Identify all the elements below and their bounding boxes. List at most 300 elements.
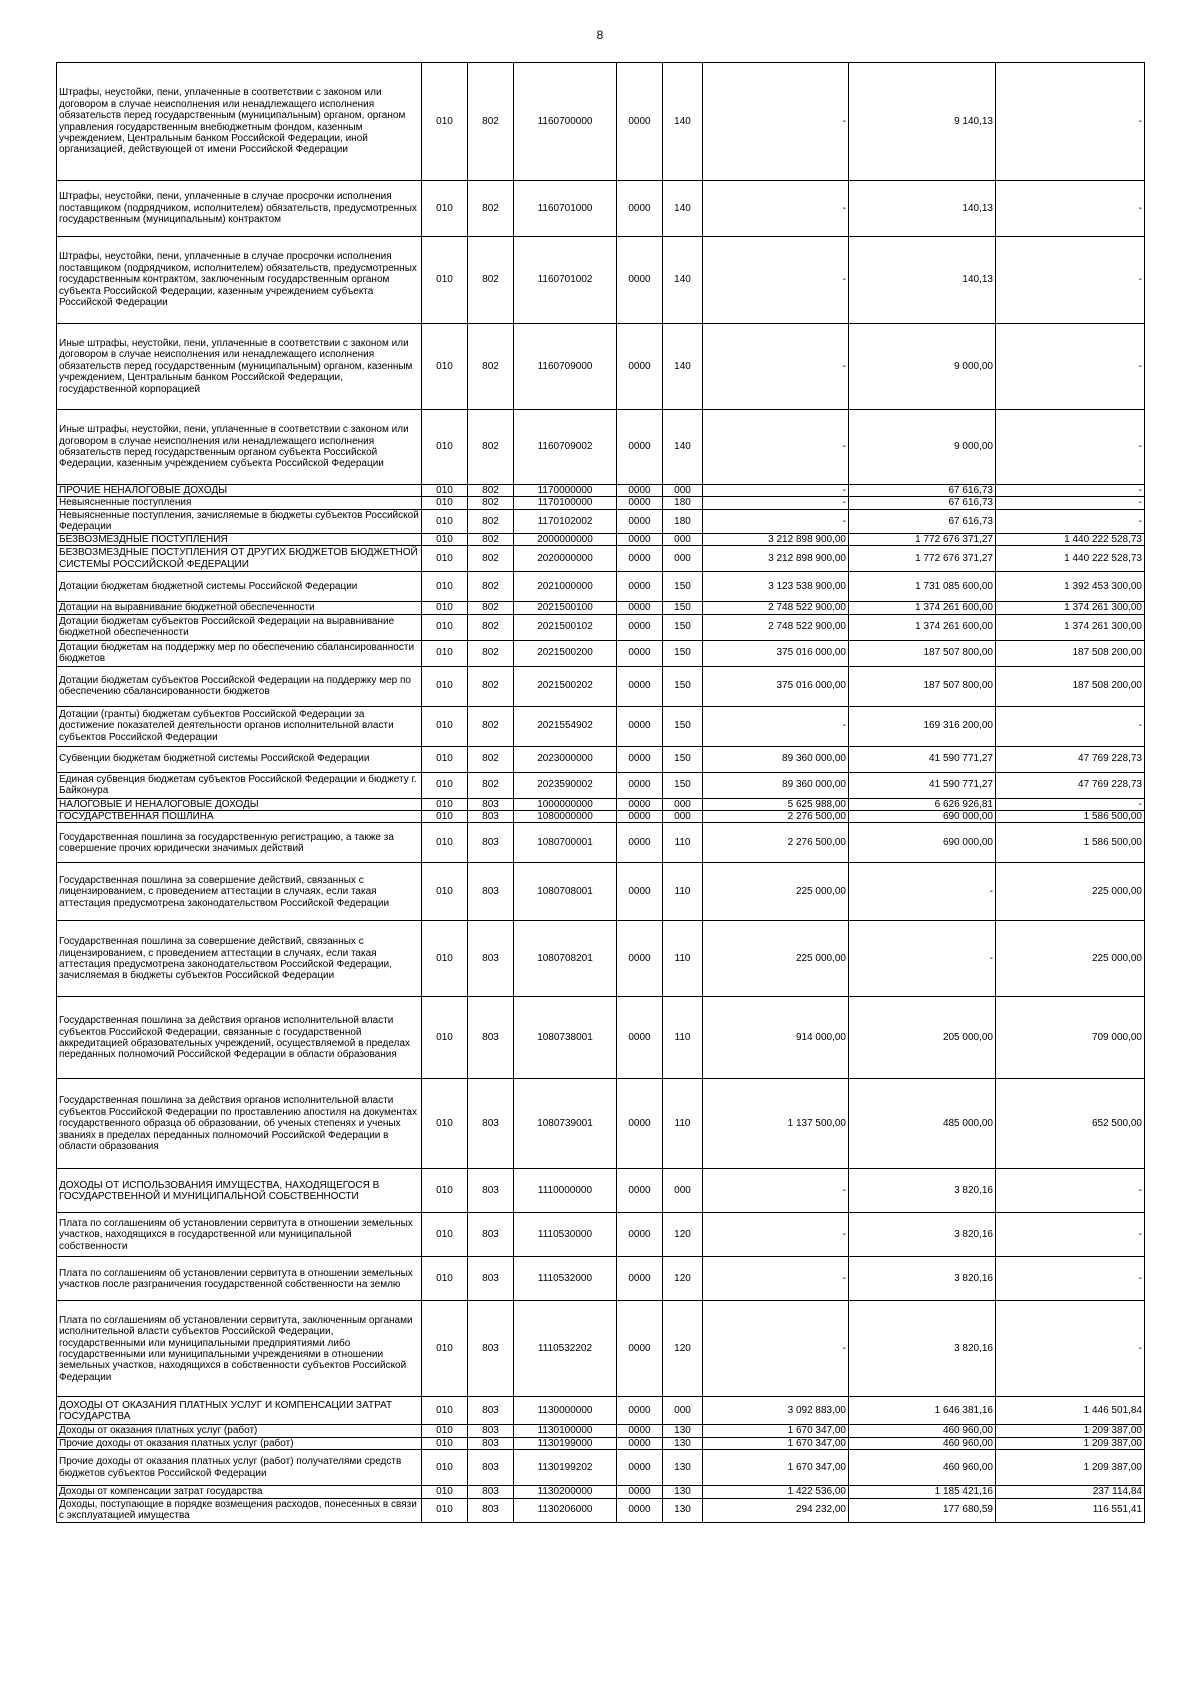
- col-subcode: 0000: [617, 509, 663, 533]
- col-plan: 1 670 347,00: [703, 1425, 849, 1437]
- col-code: 2023590002: [514, 772, 617, 798]
- col-010: 010: [422, 666, 468, 706]
- col-fact: 460 960,00: [849, 1437, 996, 1449]
- col-kind: 110: [663, 863, 703, 921]
- col-ministry: 803: [468, 1425, 514, 1437]
- col-ministry: 803: [468, 1169, 514, 1213]
- row-name: БЕЗВОЗМЕЗДНЫЕ ПОСТУПЛЕНИЯ ОТ ДРУГИХ БЮДЖЕТОВ БЮДЖЕТНОЙ СИСТЕМЫ РОССИЙСКОЙ ФЕДЕРАЦИИ: [57, 546, 422, 572]
- col-remaining: -: [996, 497, 1145, 509]
- col-kind: 130: [663, 1425, 703, 1437]
- col-ministry: 803: [468, 997, 514, 1079]
- col-ministry: 803: [468, 921, 514, 997]
- col-kind: 180: [663, 509, 703, 533]
- col-remaining: -: [996, 1301, 1145, 1397]
- col-010: 010: [422, 181, 468, 237]
- col-plan: -: [703, 485, 849, 497]
- col-subcode: 0000: [617, 863, 663, 921]
- col-code: 2020000000: [514, 546, 617, 572]
- col-010: 010: [422, 614, 468, 640]
- table-row: [57, 497, 1145, 509]
- table-row: [57, 509, 1145, 533]
- col-subcode: 0000: [617, 1079, 663, 1169]
- table-row: [57, 1397, 1145, 1425]
- col-subcode: 0000: [617, 324, 663, 410]
- col-010: 010: [422, 63, 468, 181]
- row-name: Иные штрафы, неустойки, пени, уплаченные в соответствии с законом или договором в случае неисполнения или ненадлежащего исполнения обязательств перед государственным органом субъекта Российской Федерации, казенным учреждением субъекта Российской Федерации: [57, 410, 422, 485]
- col-subcode: 0000: [617, 1397, 663, 1425]
- col-fact: 1 374 261 600,00: [849, 602, 996, 614]
- col-code: 2021500102: [514, 614, 617, 640]
- col-ministry: 803: [468, 1257, 514, 1301]
- col-plan: 3 092 883,00: [703, 1397, 849, 1425]
- col-code: 1160700000: [514, 63, 617, 181]
- col-remaining: -: [996, 1169, 1145, 1213]
- col-plan: -: [703, 509, 849, 533]
- col-kind: 140: [663, 63, 703, 181]
- col-ministry: 802: [468, 181, 514, 237]
- col-010: 010: [422, 485, 468, 497]
- col-plan: -: [703, 1169, 849, 1213]
- col-remaining: 652 500,00: [996, 1079, 1145, 1169]
- col-subcode: 0000: [617, 546, 663, 572]
- table-row: [57, 1486, 1145, 1498]
- col-ministry: 803: [468, 798, 514, 810]
- row-name: Доходы, поступающие в порядке возмещения расходов, понесенных в связи с эксплуатацией имущества: [57, 1498, 422, 1522]
- col-kind: 150: [663, 666, 703, 706]
- col-010: 010: [422, 772, 468, 798]
- col-kind: 130: [663, 1450, 703, 1486]
- row-name: Штрафы, неустойки, пени, уплаченные в случае просрочки исполнения поставщиком (подрядчиком, исполнителем) обязательств, предусмотренных государственным контрактом, заключенным государственным органом субъекта Российской Федерации, казенным учреждением субъекта Российской Федерации: [57, 237, 422, 324]
- col-code: 1080739001: [514, 1079, 617, 1169]
- col-fact: 187 507 800,00: [849, 666, 996, 706]
- col-010: 010: [422, 1213, 468, 1257]
- table-row: [57, 1257, 1145, 1301]
- col-ministry: 802: [468, 772, 514, 798]
- row-name: Дотации (гранты) бюджетам субъектов Российской Федерации за достижение показателей деятельности органов исполнительной власти субъектов Российской Федерации: [57, 706, 422, 746]
- col-kind: 000: [663, 546, 703, 572]
- table-row: [57, 863, 1145, 921]
- col-010: 010: [422, 546, 468, 572]
- col-plan: 1 422 536,00: [703, 1486, 849, 1498]
- col-ministry: 802: [468, 706, 514, 746]
- row-name: Единая субвенция бюджетам субъектов Российской Федерации и бюджету г. Байконура: [57, 772, 422, 798]
- col-remaining: 1 392 453 300,00: [996, 572, 1145, 602]
- col-plan: 1 137 500,00: [703, 1079, 849, 1169]
- table-row: [57, 997, 1145, 1079]
- col-remaining: 1 374 261 300,00: [996, 614, 1145, 640]
- col-code: 1170102002: [514, 509, 617, 533]
- col-subcode: 0000: [617, 237, 663, 324]
- table-row: [57, 706, 1145, 746]
- row-name: ГОСУДАРСТВЕННАЯ ПОШЛИНА: [57, 811, 422, 823]
- col-kind: 000: [663, 811, 703, 823]
- col-plan: -: [703, 324, 849, 410]
- col-ministry: 803: [468, 1397, 514, 1425]
- table-row: [57, 237, 1145, 324]
- col-code: 1130206000: [514, 1498, 617, 1522]
- col-code: 2021500200: [514, 640, 617, 666]
- col-010: 010: [422, 746, 468, 772]
- col-ministry: 802: [468, 497, 514, 509]
- col-010: 010: [422, 1079, 468, 1169]
- col-subcode: 0000: [617, 798, 663, 810]
- col-subcode: 0000: [617, 410, 663, 485]
- col-ministry: 803: [468, 1498, 514, 1522]
- table-row: [57, 1169, 1145, 1213]
- col-010: 010: [422, 237, 468, 324]
- col-plan: 89 360 000,00: [703, 772, 849, 798]
- col-fact: 6 626 926,81: [849, 798, 996, 810]
- col-ministry: 802: [468, 666, 514, 706]
- col-kind: 140: [663, 324, 703, 410]
- row-name: Невыясненные поступления: [57, 497, 422, 509]
- col-plan: 3 212 898 900,00: [703, 546, 849, 572]
- col-kind: 130: [663, 1498, 703, 1522]
- row-name: Государственная пошлина за совершение действий, связанных с лицензированием, с проведением аттестации в случаях, если такая аттестация предусмотрена законодательством Российской Федерации, зачисляемая в бюджеты субъектов Российской Федерации: [57, 921, 422, 997]
- col-ministry: 802: [468, 63, 514, 181]
- col-010: 010: [422, 1169, 468, 1213]
- row-name: Невыясненные поступления, зачисляемые в бюджеты субъектов Российской Федерации: [57, 509, 422, 533]
- table-row: [57, 1301, 1145, 1397]
- col-remaining: 1 586 500,00: [996, 823, 1145, 863]
- table-row: [57, 811, 1145, 823]
- page-number: 8: [596, 28, 604, 42]
- table-row: [57, 1213, 1145, 1257]
- col-plan: -: [703, 1257, 849, 1301]
- col-ministry: 802: [468, 324, 514, 410]
- col-subcode: 0000: [617, 1498, 663, 1522]
- row-name: Государственная пошлина за совершение действий, связанных с лицензированием, с проведением аттестации в случаях, если такая аттестация предусмотрена законодательством Российской Федерации: [57, 863, 422, 921]
- col-fact: 41 590 771,27: [849, 772, 996, 798]
- col-fact: 41 590 771,27: [849, 746, 996, 772]
- col-kind: 130: [663, 1486, 703, 1498]
- col-subcode: 0000: [617, 706, 663, 746]
- col-code: 1000000000: [514, 798, 617, 810]
- col-010: 010: [422, 997, 468, 1079]
- col-remaining: 47 769 228,73: [996, 772, 1145, 798]
- col-code: 1110000000: [514, 1169, 617, 1213]
- col-plan: 2 748 522 900,00: [703, 602, 849, 614]
- col-ministry: 802: [468, 410, 514, 485]
- col-kind: 110: [663, 997, 703, 1079]
- row-name: НАЛОГОВЫЕ И НЕНАЛОГОВЫЕ ДОХОДЫ: [57, 798, 422, 810]
- col-remaining: 1 440 222 528,73: [996, 533, 1145, 545]
- col-subcode: 0000: [617, 1425, 663, 1437]
- row-name: Доходы от компенсации затрат государства: [57, 1486, 422, 1498]
- col-010: 010: [422, 572, 468, 602]
- col-010: 010: [422, 1486, 468, 1498]
- col-subcode: 0000: [617, 1169, 663, 1213]
- row-name: Прочие доходы от оказания платных услуг (работ) получателями средств бюджетов субъектов Российской Федерации: [57, 1450, 422, 1486]
- col-ministry: 802: [468, 509, 514, 533]
- table-row: [57, 546, 1145, 572]
- col-010: 010: [422, 509, 468, 533]
- col-fact: 187 507 800,00: [849, 640, 996, 666]
- col-code: 2023000000: [514, 746, 617, 772]
- row-name: Плата по соглашениям об установлении сервитута в отношении земельных участков после разграничения государственной собственности на землю: [57, 1257, 422, 1301]
- col-kind: 000: [663, 1397, 703, 1425]
- col-code: 2021500100: [514, 602, 617, 614]
- col-remaining: 1 374 261 300,00: [996, 602, 1145, 614]
- col-code: 1080738001: [514, 997, 617, 1079]
- col-code: 1110532000: [514, 1257, 617, 1301]
- table-row: [57, 614, 1145, 640]
- col-ministry: 803: [468, 1450, 514, 1486]
- row-name: Государственная пошлина за действия органов исполнительной власти субъектов Российской Федерации, связанные с государственной аккредитацией образовательных учреждений, осуществляемой в пределах переданных полномочий Российской Федерации в области образования: [57, 997, 422, 1079]
- col-kind: 150: [663, 746, 703, 772]
- col-010: 010: [422, 640, 468, 666]
- col-subcode: 0000: [617, 746, 663, 772]
- col-kind: 000: [663, 533, 703, 545]
- col-kind: 000: [663, 1169, 703, 1213]
- table-row: [57, 572, 1145, 602]
- col-kind: 150: [663, 572, 703, 602]
- col-ministry: 803: [468, 1437, 514, 1449]
- col-code: 1080000000: [514, 811, 617, 823]
- table-row: [57, 1425, 1145, 1437]
- col-010: 010: [422, 497, 468, 509]
- col-010: 010: [422, 863, 468, 921]
- col-remaining: -: [996, 485, 1145, 497]
- col-remaining: 1 586 500,00: [996, 811, 1145, 823]
- col-code: 1080700001: [514, 823, 617, 863]
- revenue-table: [56, 62, 1145, 1523]
- col-remaining: -: [996, 706, 1145, 746]
- table-row: [57, 485, 1145, 497]
- col-subcode: 0000: [617, 1450, 663, 1486]
- table-row: [57, 410, 1145, 485]
- col-plan: 3 123 538 900,00: [703, 572, 849, 602]
- col-remaining: 187 508 200,00: [996, 640, 1145, 666]
- row-name: Доходы от оказания платных услуг (работ): [57, 1425, 422, 1437]
- col-ministry: 802: [468, 533, 514, 545]
- col-kind: 120: [663, 1213, 703, 1257]
- col-010: 010: [422, 823, 468, 863]
- col-plan: 3 212 898 900,00: [703, 533, 849, 545]
- table-row: [57, 63, 1145, 181]
- col-fact: 3 820,16: [849, 1257, 996, 1301]
- col-fact: 3 820,16: [849, 1301, 996, 1397]
- col-fact: 67 616,73: [849, 485, 996, 497]
- col-plan: 1 670 347,00: [703, 1437, 849, 1449]
- col-010: 010: [422, 921, 468, 997]
- col-fact: -: [849, 863, 996, 921]
- col-plan: 225 000,00: [703, 863, 849, 921]
- row-name: Плата по соглашениям об установлении сервитута в отношении земельных участков, находящихся в государственной или муниципальной собственности: [57, 1213, 422, 1257]
- col-subcode: 0000: [617, 63, 663, 181]
- row-name: Дотации бюджетам на поддержку мер по обеспечению сбалансированности бюджетов: [57, 640, 422, 666]
- col-code: 1130000000: [514, 1397, 617, 1425]
- col-subcode: 0000: [617, 1437, 663, 1449]
- col-fact: 1 646 381,16: [849, 1397, 996, 1425]
- col-fact: 460 960,00: [849, 1450, 996, 1486]
- col-ministry: 802: [468, 572, 514, 602]
- col-kind: 140: [663, 237, 703, 324]
- col-code: 1130199000: [514, 1437, 617, 1449]
- row-name: Государственная пошлина за действия органов исполнительной власти субъектов Российской Федерации по проставлению апостиля на документах государственного образца об образовании, об ученых степенях и ученых званиях в пределах переданных полномочий Российской Федерации в области образования: [57, 1079, 422, 1169]
- col-fact: -: [849, 921, 996, 997]
- col-kind: 110: [663, 823, 703, 863]
- col-remaining: 1 209 387,00: [996, 1425, 1145, 1437]
- table-row: [57, 772, 1145, 798]
- table-row: [57, 602, 1145, 614]
- col-plan: 1 670 347,00: [703, 1450, 849, 1486]
- col-fact: 1 772 676 371,27: [849, 533, 996, 545]
- col-remaining: 187 508 200,00: [996, 666, 1145, 706]
- col-plan: -: [703, 410, 849, 485]
- col-fact: 3 820,16: [849, 1169, 996, 1213]
- col-010: 010: [422, 811, 468, 823]
- row-name: Государственная пошлина за государственную регистрацию, а также за совершение прочих юридически значимых действий: [57, 823, 422, 863]
- col-ministry: 802: [468, 746, 514, 772]
- col-subcode: 0000: [617, 533, 663, 545]
- col-fact: 690 000,00: [849, 823, 996, 863]
- col-code: 1130199202: [514, 1450, 617, 1486]
- col-010: 010: [422, 1397, 468, 1425]
- col-fact: 690 000,00: [849, 811, 996, 823]
- col-subcode: 0000: [617, 823, 663, 863]
- col-code: 2021000000: [514, 572, 617, 602]
- col-ministry: 803: [468, 1079, 514, 1169]
- col-kind: 150: [663, 640, 703, 666]
- col-kind: 120: [663, 1257, 703, 1301]
- col-subcode: 0000: [617, 1301, 663, 1397]
- col-fact: 140,13: [849, 237, 996, 324]
- col-remaining: -: [996, 509, 1145, 533]
- row-name: Дотации на выравнивание бюджетной обеспеченности: [57, 602, 422, 614]
- col-remaining: 237 114,84: [996, 1486, 1145, 1498]
- col-kind: 180: [663, 497, 703, 509]
- col-010: 010: [422, 1450, 468, 1486]
- col-fact: 460 960,00: [849, 1425, 996, 1437]
- col-ministry: 803: [468, 1213, 514, 1257]
- col-plan: -: [703, 1301, 849, 1397]
- col-ministry: 802: [468, 614, 514, 640]
- col-remaining: 116 551,41: [996, 1498, 1145, 1522]
- col-subcode: 0000: [617, 1213, 663, 1257]
- col-plan: -: [703, 1213, 849, 1257]
- col-kind: 150: [663, 602, 703, 614]
- col-plan: -: [703, 497, 849, 509]
- col-remaining: -: [996, 237, 1145, 324]
- col-subcode: 0000: [617, 614, 663, 640]
- col-code: 1110530000: [514, 1213, 617, 1257]
- col-subcode: 0000: [617, 1486, 663, 1498]
- col-code: 1160709002: [514, 410, 617, 485]
- col-remaining: 709 000,00: [996, 997, 1145, 1079]
- col-plan: 89 360 000,00: [703, 746, 849, 772]
- row-name: Штрафы, неустойки, пени, уплаченные в случае просрочки исполнения поставщиком (подрядчиком, исполнителем) обязательств, предусмотренных государственным (муниципальным) контрактом: [57, 181, 422, 237]
- col-fact: 9 140,13: [849, 63, 996, 181]
- col-plan: 914 000,00: [703, 997, 849, 1079]
- col-ministry: 802: [468, 237, 514, 324]
- col-kind: 150: [663, 614, 703, 640]
- col-plan: 5 625 988,00: [703, 798, 849, 810]
- col-010: 010: [422, 324, 468, 410]
- col-fact: 177 680,59: [849, 1498, 996, 1522]
- table-row: [57, 798, 1145, 810]
- col-plan: 294 232,00: [703, 1498, 849, 1522]
- col-code: 2021554902: [514, 706, 617, 746]
- col-code: 2021500202: [514, 666, 617, 706]
- col-subcode: 0000: [617, 1257, 663, 1301]
- col-plan: 225 000,00: [703, 921, 849, 997]
- col-fact: 3 820,16: [849, 1213, 996, 1257]
- col-plan: 2 276 500,00: [703, 811, 849, 823]
- col-fact: 67 616,73: [849, 497, 996, 509]
- col-remaining: -: [996, 324, 1145, 410]
- col-010: 010: [422, 1437, 468, 1449]
- table-row: [57, 921, 1145, 997]
- col-ministry: 803: [468, 823, 514, 863]
- row-name: Иные штрафы, неустойки, пени, уплаченные в соответствии с законом или договором в случае неисполнения или ненадлежащего исполнения обязательств перед государственным (муниципальным) органом, казенным учреждением, Центральным банком Российской Федерации, государственной корпорацией: [57, 324, 422, 410]
- table-row: [57, 324, 1145, 410]
- col-subcode: 0000: [617, 181, 663, 237]
- table-row: [57, 746, 1145, 772]
- row-name: Субвенции бюджетам бюджетной системы Российской Федерации: [57, 746, 422, 772]
- col-code: 1160701002: [514, 237, 617, 324]
- col-ministry: 803: [468, 863, 514, 921]
- col-plan: -: [703, 63, 849, 181]
- col-subcode: 0000: [617, 602, 663, 614]
- col-kind: 120: [663, 1301, 703, 1397]
- col-010: 010: [422, 533, 468, 545]
- row-name: БЕЗВОЗМЕЗДНЫЕ ПОСТУПЛЕНИЯ: [57, 533, 422, 545]
- table-row: [57, 640, 1145, 666]
- col-subcode: 0000: [617, 485, 663, 497]
- col-fact: 169 316 200,00: [849, 706, 996, 746]
- col-ministry: 803: [468, 1486, 514, 1498]
- col-010: 010: [422, 798, 468, 810]
- col-ministry: 802: [468, 640, 514, 666]
- col-fact: 1 374 261 600,00: [849, 614, 996, 640]
- col-code: 1170100000: [514, 497, 617, 509]
- col-remaining: 1 440 222 528,73: [996, 546, 1145, 572]
- col-remaining: 47 769 228,73: [996, 746, 1145, 772]
- col-010: 010: [422, 410, 468, 485]
- col-subcode: 0000: [617, 572, 663, 602]
- col-subcode: 0000: [617, 997, 663, 1079]
- col-code: 1130100000: [514, 1425, 617, 1437]
- row-name: ПРОЧИЕ НЕНАЛОГОВЫЕ ДОХОДЫ: [57, 485, 422, 497]
- col-010: 010: [422, 1301, 468, 1397]
- row-name: Дотации бюджетам бюджетной системы Российской Федерации: [57, 572, 422, 602]
- col-subcode: 0000: [617, 811, 663, 823]
- col-fact: 1 731 085 600,00: [849, 572, 996, 602]
- col-code: 2000000000: [514, 533, 617, 545]
- col-kind: 000: [663, 485, 703, 497]
- row-name: ДОХОДЫ ОТ ОКАЗАНИЯ ПЛАТНЫХ УСЛУГ И КОМПЕНСАЦИИ ЗАТРАТ ГОСУДАРСТВА: [57, 1397, 422, 1425]
- col-plan: -: [703, 237, 849, 324]
- row-name: Дотации бюджетам субъектов Российской Федерации на поддержку мер по обеспечению сбалансированности бюджетов: [57, 666, 422, 706]
- col-kind: 140: [663, 410, 703, 485]
- col-fact: 485 000,00: [849, 1079, 996, 1169]
- col-subcode: 0000: [617, 640, 663, 666]
- col-kind: 130: [663, 1437, 703, 1449]
- col-subcode: 0000: [617, 772, 663, 798]
- col-remaining: -: [996, 798, 1145, 810]
- col-fact: 1 772 676 371,27: [849, 546, 996, 572]
- col-fact: 9 000,00: [849, 410, 996, 485]
- col-plan: 375 016 000,00: [703, 666, 849, 706]
- col-fact: 140,13: [849, 181, 996, 237]
- col-remaining: 225 000,00: [996, 921, 1145, 997]
- col-remaining: -: [996, 1213, 1145, 1257]
- col-subcode: 0000: [617, 497, 663, 509]
- row-name: Дотации бюджетам субъектов Российской Федерации на выравнивание бюджетной обеспеченности: [57, 614, 422, 640]
- col-remaining: 1 209 387,00: [996, 1437, 1145, 1449]
- col-remaining: 1 209 387,00: [996, 1450, 1145, 1486]
